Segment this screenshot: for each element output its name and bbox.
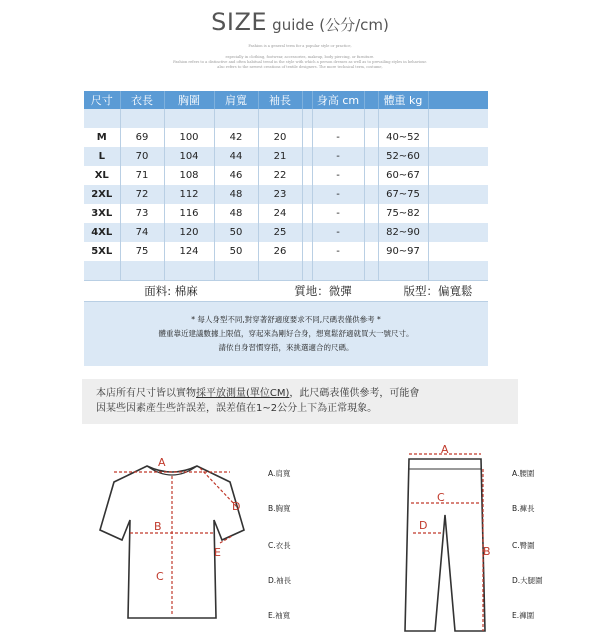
note-line: * 每人身型不同,對穿著舒適度要求不同,尺碼表僅供參考 * — [191, 315, 381, 324]
marker-a: A — [441, 445, 449, 456]
cell-size: 3XL — [84, 204, 120, 223]
header-shoulder: 肩寬 — [214, 91, 258, 109]
disclaimer-emphasis: 採平放測量(單位CM) — [196, 388, 290, 399]
marker-d: D — [232, 500, 241, 513]
table-row — [84, 204, 488, 223]
fabric-row — [84, 280, 488, 302]
header-chest: 胸圍 — [164, 91, 214, 109]
disclaimer-text: ，此尺碼表僅供參考，可能會 — [289, 388, 420, 399]
cell-height: - — [312, 185, 364, 204]
title-size: SIZE — [211, 8, 268, 36]
header-spacer — [364, 91, 378, 109]
cell-weight: 90~97 — [378, 242, 428, 261]
measurement-disclaimer — [82, 379, 518, 424]
marker-b: B — [154, 520, 162, 533]
cell-shoulder: 46 — [214, 166, 258, 185]
blurb-line: Fashion is a general term for a popular style or practice, — [248, 44, 352, 48]
shirt-legend-c: C.衣長 — [268, 541, 291, 550]
table-row — [84, 166, 488, 185]
cell-weight: 82~90 — [378, 223, 428, 242]
shirt-legend-a: A.肩寬 — [268, 469, 291, 478]
fabric-label: 面料: 棉麻 — [144, 284, 198, 298]
shirt-legend-b: B.胸寬 — [268, 504, 291, 513]
cell-chest: 120 — [164, 223, 214, 242]
blurb-line: also refers to the newest creations of textile designers. The more technical term, costume, — [217, 65, 383, 69]
header-height: 身高 cm — [312, 91, 364, 109]
table-row — [84, 128, 488, 147]
cell-size: 5XL — [84, 242, 120, 261]
table-row — [84, 109, 488, 128]
marker-d: D — [419, 519, 428, 532]
blurb-line: especially in clothing, footwear, accessories, makeup, body piercing, or furniture. — [225, 55, 375, 59]
header-spacer — [302, 91, 312, 109]
table-row — [84, 242, 488, 261]
pants-outline — [405, 459, 485, 631]
cell-size: 4XL — [84, 223, 120, 242]
pants-legend-d: D.大腿圍 — [512, 576, 543, 585]
note-line: 請依自身習慣穿搭，來挑選適合的尺碼。 — [218, 343, 354, 352]
page-title — [0, 8, 600, 36]
blurb-line: Fashion refers to a distinctive and often habitual trend in the style with which a person dresses as well as to prevailing styles in behaviour. — [173, 60, 427, 64]
elasticity-label: 質地：微彈 — [294, 284, 352, 298]
cell-height: - — [312, 166, 364, 185]
pants-legend-a: A.腰圍 — [512, 469, 535, 478]
title-guide: guide — [272, 16, 315, 34]
cell-length: 73 — [120, 204, 164, 223]
marker-c: C — [156, 570, 164, 583]
pants-diagram — [395, 445, 505, 635]
cell-weight: 60~67 — [378, 166, 428, 185]
cell-shoulder: 42 — [214, 128, 258, 147]
cell-length: 72 — [120, 185, 164, 204]
disclaimer-text: 本店所有尺寸皆以實物 — [96, 388, 196, 399]
pants-legend-b: B.褲長 — [512, 504, 535, 513]
table-row — [84, 261, 488, 280]
cell-height: - — [312, 242, 364, 261]
cell-sleeve: 23 — [258, 185, 302, 204]
cell-length: 69 — [120, 128, 164, 147]
marker-a: A — [158, 456, 166, 469]
table-header-row — [84, 91, 488, 109]
cell-weight: 75~82 — [378, 204, 428, 223]
cell-size: M — [84, 128, 120, 147]
cell-size: L — [84, 147, 120, 166]
table-row — [84, 185, 488, 204]
cell-sleeve: 21 — [258, 147, 302, 166]
title-unit: (公分/cm) — [319, 16, 389, 34]
shirt-legend-d: D.袖長 — [268, 576, 292, 585]
header-sleeve: 袖長 — [258, 91, 302, 109]
cell-shoulder: 50 — [214, 242, 258, 261]
pants-legend-e: E.褲圍 — [512, 611, 535, 620]
pants-legend-c: C.臀圍 — [512, 541, 535, 550]
cell-weight: 40~52 — [378, 128, 428, 147]
cell-shoulder: 48 — [214, 185, 258, 204]
cell-chest: 104 — [164, 147, 214, 166]
cell-weight: 67~75 — [378, 185, 428, 204]
cell-size: 2XL — [84, 185, 120, 204]
cell-length: 75 — [120, 242, 164, 261]
cell-height: - — [312, 147, 364, 166]
cell-sleeve: 24 — [258, 204, 302, 223]
note-line: 體重靠近建議數據上限值，穿起來為剛好合身，想寬鬆舒適就買大一號尺寸。 — [158, 329, 414, 338]
size-table — [84, 91, 488, 366]
cell-sleeve: 22 — [258, 166, 302, 185]
shirt-legend-e: E.袖寬 — [268, 611, 291, 620]
cell-chest: 116 — [164, 204, 214, 223]
cell-chest: 124 — [164, 242, 214, 261]
fit-label: 版型：偏寬鬆 — [403, 284, 473, 298]
cell-size: XL — [84, 166, 120, 185]
disclaimer-text: 因某些因素產生些許誤差，誤差值在1~2公分上下為正常現象。 — [96, 403, 378, 414]
header-size: 尺寸 — [84, 91, 120, 109]
cell-length: 70 — [120, 147, 164, 166]
cell-length: 74 — [120, 223, 164, 242]
header-spacer — [428, 91, 488, 109]
cell-shoulder: 50 — [214, 223, 258, 242]
cell-chest: 100 — [164, 128, 214, 147]
tshirt-diagram — [92, 448, 252, 628]
table-row — [84, 147, 488, 166]
cell-length: 71 — [120, 166, 164, 185]
cell-chest: 112 — [164, 185, 214, 204]
cell-shoulder: 44 — [214, 147, 258, 166]
marker-c: C — [437, 491, 445, 504]
header-weight: 體重 kg — [378, 91, 428, 109]
marker-e: E — [214, 546, 221, 559]
marker-b: B — [483, 545, 491, 558]
header-length: 衣長 — [120, 91, 164, 109]
size-note — [84, 302, 488, 366]
table-row — [84, 223, 488, 242]
cell-sleeve: 26 — [258, 242, 302, 261]
cell-height: - — [312, 223, 364, 242]
cell-height: - — [312, 128, 364, 147]
cell-shoulder: 48 — [214, 204, 258, 223]
cell-chest: 108 — [164, 166, 214, 185]
cell-sleeve: 20 — [258, 128, 302, 147]
cell-height: - — [312, 204, 364, 223]
cell-sleeve: 25 — [258, 223, 302, 242]
cell-weight: 52~60 — [378, 147, 428, 166]
